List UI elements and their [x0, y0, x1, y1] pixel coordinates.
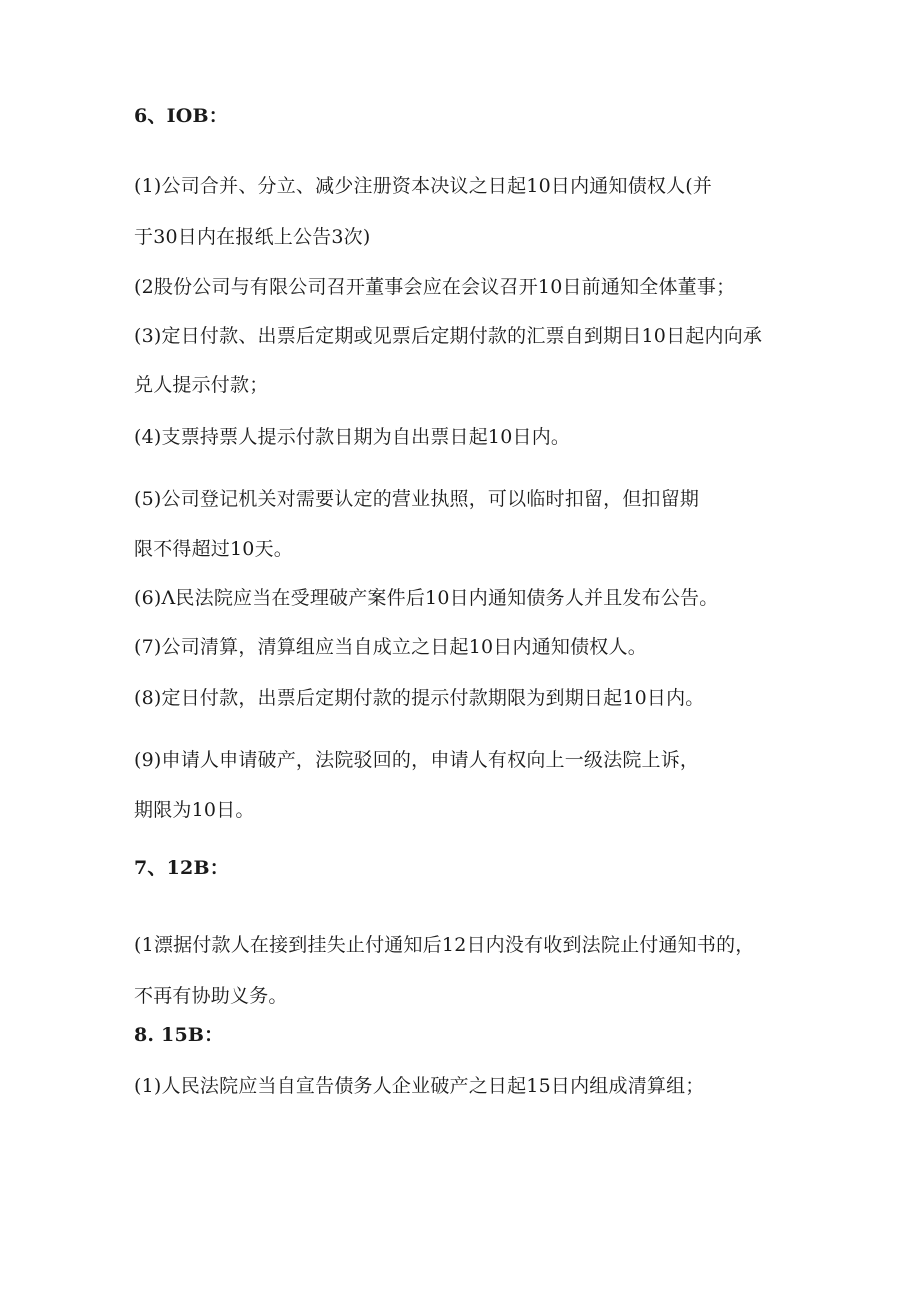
item-8-1-line-1: (1)人民法院应当自宣告债务人企业破产之日起15日内组成清算组；	[134, 1075, 705, 1097]
item-6-4-line-1: (4)支票持票人提示付款日期为自出票日起10日内。	[134, 426, 571, 448]
item-6-1-line-2: 于30日内在报纸上公告3次)	[134, 226, 371, 248]
item-6-8-line-1: (8)定日付款，出票后定期付款的提示付款期限为到期日起10日内。	[134, 687, 705, 709]
item-6-5-line-1: (5)公司登记机关对需要认定的营业执照，可以临时扣留，但扣留期	[134, 488, 700, 510]
item-6-2-line-1: (2股份公司与有限公司召开董事会应在会议召开10日前通知全体董事；	[134, 276, 736, 298]
item-6-9-line-2: 期限为10日。	[134, 799, 255, 821]
item-7-1-line-1: (1漂据付款人在接到挂失止付通知后12日内没有收到法院止付通知书的，	[134, 934, 755, 956]
item-6-9-line-1: (9)申请人申请破产，法院驳回的，申请人有权向上一级法院上诉，	[134, 749, 700, 771]
item-7-1-line-2: 不再有协助义务。	[134, 985, 288, 1007]
item-6-3-line-2: 兑人提示付款；	[134, 374, 269, 396]
section-heading-8: 8. 15B：	[134, 1024, 224, 1046]
item-6-7-line-1: (7)公司清算，清算组应当自成立之日起10日内通知债权人。	[134, 636, 647, 658]
section-heading-7: 7、12B：	[134, 857, 229, 879]
item-6-5-line-2: 限不得超过10天。	[134, 538, 293, 560]
section-heading-6: 6、IOB：	[134, 105, 228, 127]
item-6-1-line-1: (1)公司合并、分立、减少注册资本决议之日起10日内通知债权人(并	[134, 175, 713, 197]
item-6-3-line-1: (3)定日付款、出票后定期或见票后定期付款的汇票自到期日10日起内向承	[134, 325, 763, 347]
item-6-6-line-1: (6)Λ民法院应当在受理破产案件后10日内通知债务人并且发布公告。	[134, 587, 719, 609]
